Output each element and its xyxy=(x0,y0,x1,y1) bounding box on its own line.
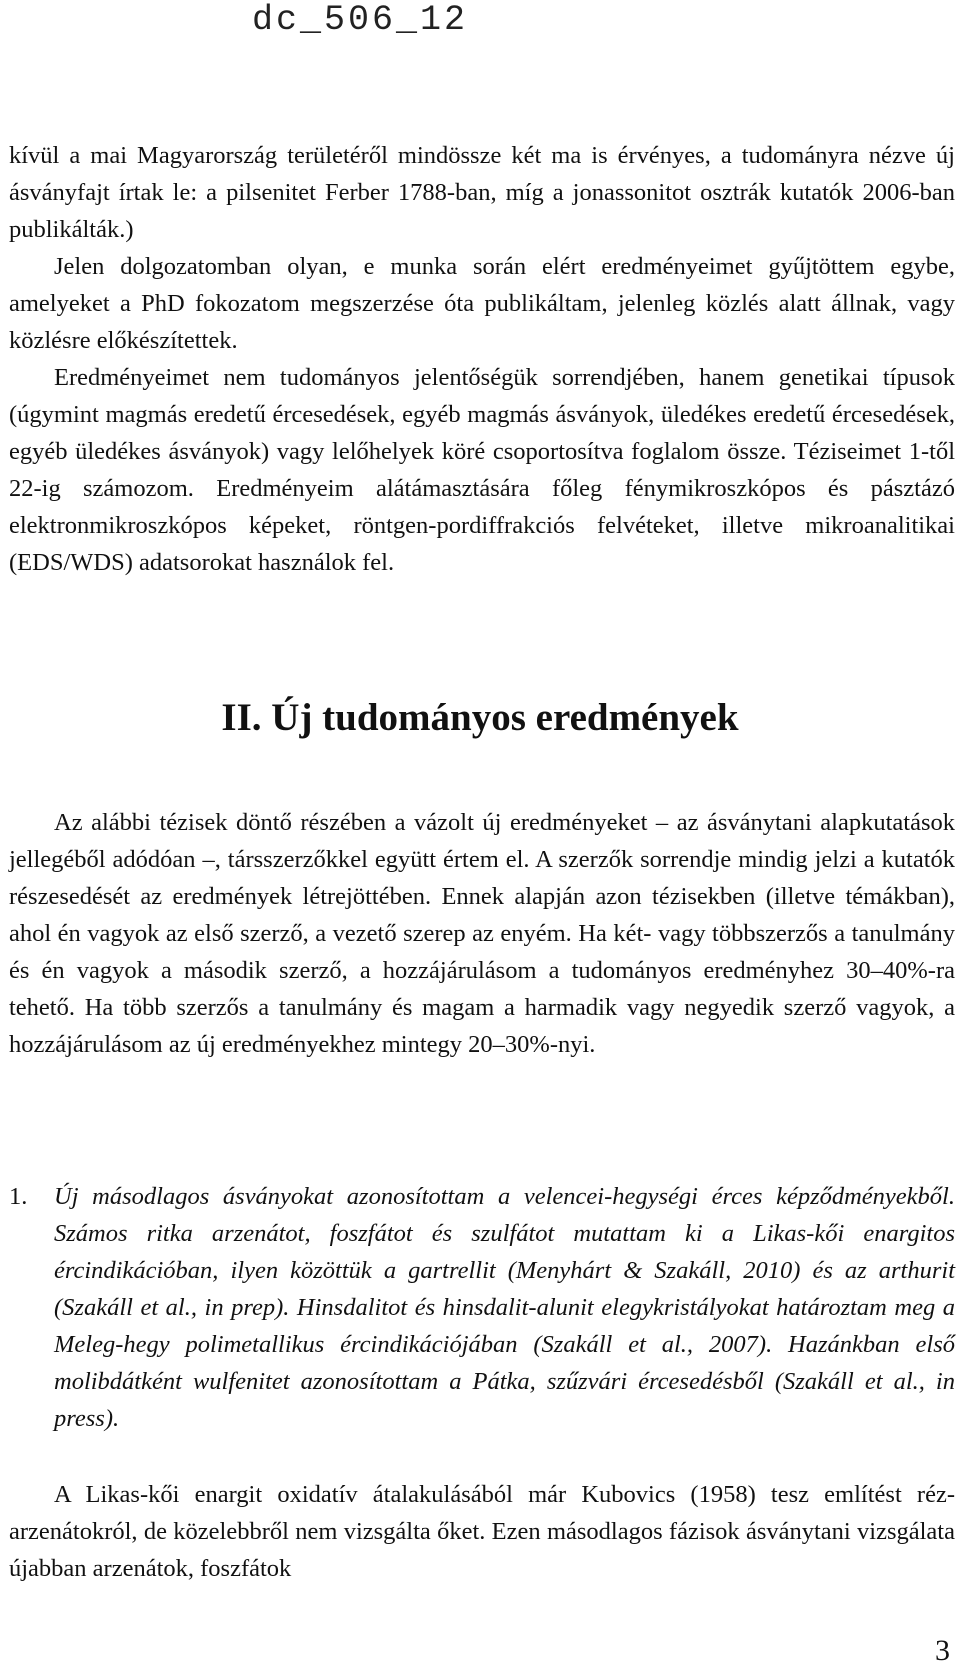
section-heading: II. Új tudományos eredmények xyxy=(221,696,739,739)
section-paragraph: Az alábbi tézisek döntő részében a vázolt új eredményeket – az ásványtani alapkutatások jellegéből adódóan –, társszerzőkkel együtt értem el. A szerzők sorrendje mindig jelzi a kutatók részesedését az eredmények létrejöttében. Ennek alapján azon tézisekben (illetve témákban), ahol én vagyok az első szerző, a vezető szerep az enyém. Ha két- vagy többszerzős a tanulmány és én vagyok a második szerző, a hozzájárulásom a tudományos eredményhez 30–40%-ra tehető. Ha több szerzős a tanulmány és magam a harmadik vagy negyedik szerző vagyok, a hozzájárulásom az új eredményekhez mintegy 20–30%-nyi. xyxy=(9,809,955,1058)
section-intro xyxy=(9,804,955,1063)
document-id: dc_506_12 xyxy=(252,0,469,40)
thesis-text: Új másodlagos ásványokat azonosítottam a velencei-hegységi érces képződményekből. Számos ritka arzenátot, foszfátot és szulfátot mutattam ki a Likas-kői enargitos ércindikációban, ilyen közöttük a gartrellit (Menyhárt & Szakáll, 2010) és az arthurit (Szakáll et al., in prep). Hinsdalitot és hinsdalit-alunit elegykristályokat határoztam meg a Meleg-hegy polimetallikus ércindikációjában (Szakáll et al., 2007). Hazánkban első molibdátként wulfenitet azonosítottam a Pátka, szűzvári ércesedésből (Szakáll et al., in press). xyxy=(54,1183,955,1432)
thesis-number: 1. xyxy=(9,1183,28,1210)
thesis-list xyxy=(9,1178,955,1437)
intro-text xyxy=(9,137,955,581)
intro-paragraph-3: Eredményeimet nem tudományos jelentőségük sorrendjében, hanem genetikai típusok (úgymint magmás eredetű ércesedések, egyéb magmás ásványok, üledékes eredetű ércesedések, egyéb üledékes ásványok) vagy lelőhelyek köré csoportosítva foglalom össze. Téziseimet 1-től 22-ig számozom. Eredményeim alátámasztására főleg fénymikroszkópos és pásztázó elektronmikroszkópos képeket, röntgen-pordiffrakciós felvéteket, illetve mikroanalitikai (EDS/WDS) adatsorokat használok fel. xyxy=(9,364,955,576)
continuation-text xyxy=(9,1476,955,1587)
thesis-item-1 xyxy=(9,1178,955,1437)
intro-paragraph-1: kívül a mai Magyarország területéről mindössze két ma is érvényes, a tudományra nézve új ásványfajt írtak le: a pilsenitet Ferber 1788-ban, míg a jonassonitot osztrák kutatók 2006-ban publikálták.) xyxy=(9,142,955,243)
continuation-paragraph: A Likas-kői enargit oxidatív átalakulásából már Kubovics (1958) tesz említést réz-arzenátokról, de közelebbről nem vizsgálta őket. Ezen másodlagos fázisok ásványtani vizsgálata újabban arzenátok, foszfátok xyxy=(9,1481,955,1582)
intro-paragraph-2: Jelen dolgozatomban olyan, e munka során elért eredményeimet gyűjtöttem egybe, amelyeket a PhD fokozatom megszerzése óta publikáltam, jelenleg közlés alatt állnak, vagy közlésre előkészítettek. xyxy=(9,253,955,354)
page-number: 3 xyxy=(935,1634,950,1667)
